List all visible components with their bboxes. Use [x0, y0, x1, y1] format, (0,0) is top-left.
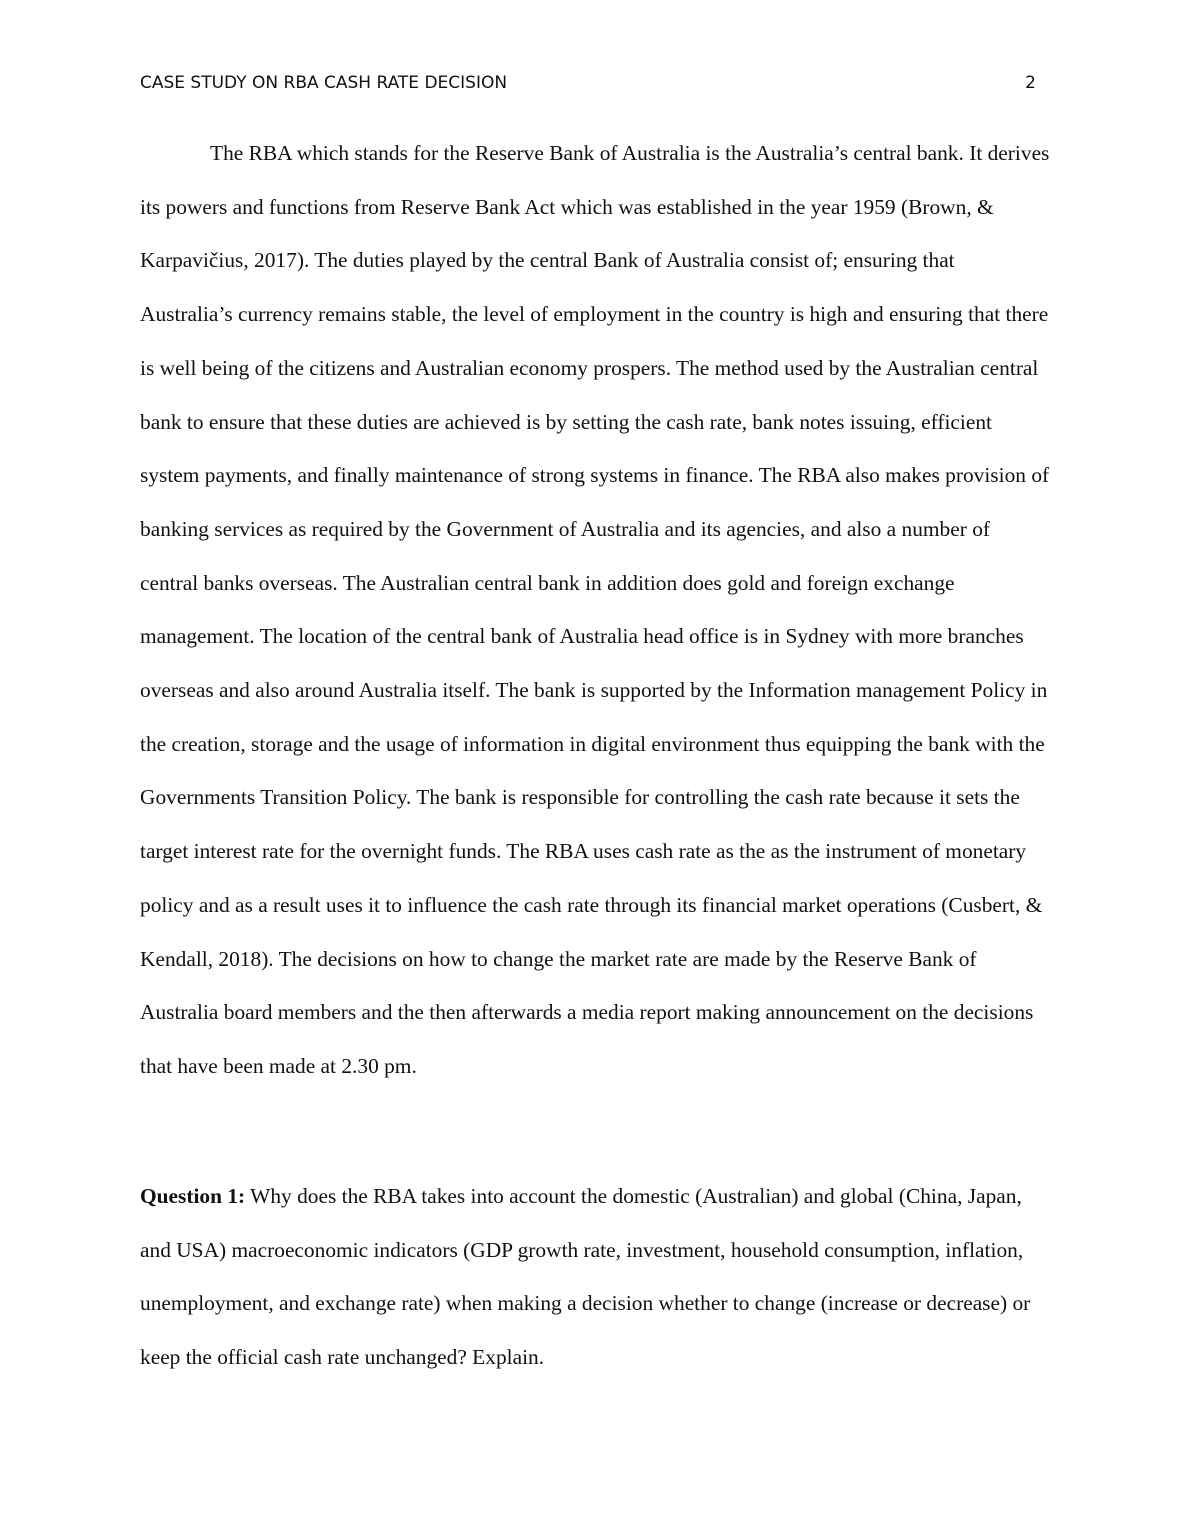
question-paragraph — [140, 1170, 1050, 1385]
intro-paragraph: The RBA which stands for the Reserve Bank of Australia is the Australia’s central bank. It derives its powers and functions from Reserve Bank Act which was established in the year 1959 (Brown, & Karpavičius, 2017). The duties played by the central Bank of Australia consist of; ensuring that Australia’s currency remains stable, the level of employment in the country is high and ensuring that there is well being of the citizens and Australian economy prospers. The method used by the Australian central bank to ensure that these duties are achieved is by setting the cash rate, bank notes issuing, efficient system payments, and finally maintenance of strong systems in finance. The RBA also makes provision of banking services as required by the Government of Australia and its agencies, and also a number of central banks overseas. The Australian central bank in addition does gold and foreign exchange management. The location of the central bank of Australia head office is in Sydney with more branches overseas and also around Australia itself. The bank is supported by the Information management Policy in the creation, storage and the usage of information in digital environment thus equipping the bank with the Governments Transition Policy. The bank is responsible for controlling the cash rate because it sets the target interest rate for the overnight funds. The RBA uses cash rate as the as the instrument of monetary policy and as a result uses it to influence the cash rate through its financial market operations (Cusbert, & Kendall, 2018). The decisions on how to change the market rate are made by the Reserve Bank of Australia board members and the then afterwards a media report making announcement on the decisions that have been made at 2.30 pm. — [140, 141, 1050, 1078]
question-text: Why does the RBA takes into account the domestic (Australian) and global (China, Japan, and USA) macroeconomic indicators (GDP growth rate, investment, household consumption, inflation, unemployment, and exchange rate) when making a decision whether to change (increase or decrease) or keep the official cash rate unchanged? Explain. — [140, 1184, 1031, 1370]
page-number: 2 — [1025, 73, 1036, 93]
running-head: CASE STUDY ON RBA CASH RATE DECISION — [140, 73, 508, 93]
question-label: Question 1: — [140, 1184, 246, 1208]
